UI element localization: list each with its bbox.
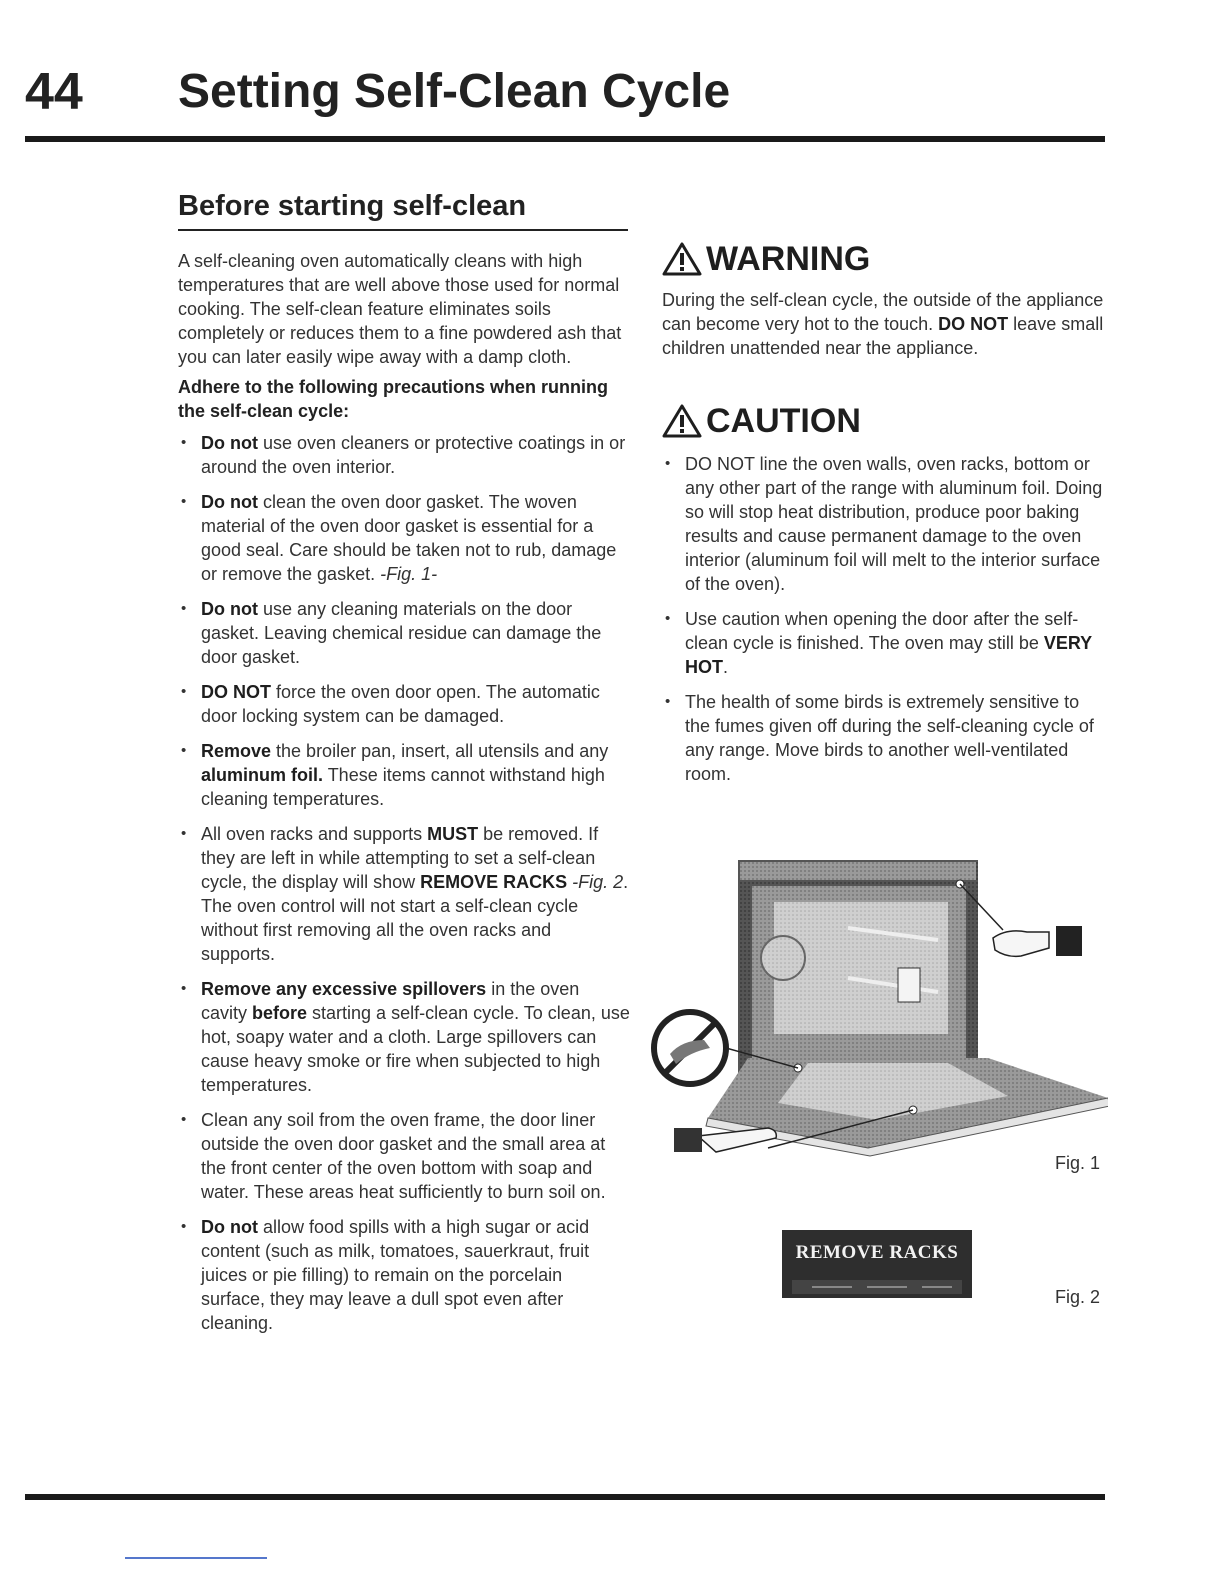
warning-block [662,238,1107,360]
display-text: REMOVE RACKS [795,1242,959,1263]
list-item: • Do not clean the oven door gasket. The woven material of the oven door gasket is essential for a good seal. Care should be taken not to rub, damage or remove the gasket. -Fig. 1- [178,490,630,586]
caution-list [662,452,1107,786]
list-item: • Remove any excessive spillovers in the oven cavity before starting a self-clean cycle. To clean, use hot, soapy water and a cloth. Large spillovers can cause heavy smoke or fire when subjected to high temperatures. [178,977,630,1097]
list-item: • Use caution when opening the door after the self-clean cycle is finished. The oven may still be VERY HOT. [662,607,1107,679]
remove-racks-display [782,1230,972,1298]
list-item: • Remove the broiler pan, insert, all utensils and any aluminum foil. These items cannot withstand high cleaning temperatures. [178,739,630,811]
page-header [0,62,1224,122]
oven-door-gasket-illustration [648,858,1108,1158]
list-item: • Clean any soil from the oven frame, the door liner outside the oven door gasket and the small area at the front center of the oven bottom with soap and water. These areas heat sufficiently to burn soil on. [178,1108,630,1204]
bottom-divider [25,1494,1105,1500]
precaution-heading: Adhere to the following precautions when running the self-clean cycle: [178,377,608,421]
caution-label: CAUTION [706,401,861,440]
list-item: • Do not use oven cleaners or protective coatings in or around the oven interior. [178,431,630,479]
top-divider [25,136,1105,142]
section-heading: Before starting self-clean [178,190,628,231]
precaution-list [178,431,630,1335]
intro-paragraph: A self-cleaning oven automatically cleans with high temperatures that are well above those used for normal cooking. The self-clean feature eliminates soils completely or reduces them to a fine powdered ash that you can later easily wipe away with a damp cloth. [178,251,622,367]
warning-label: WARNING [706,239,871,278]
caution-block [662,400,1107,786]
footer-line [125,1557,267,1559]
page-title: Setting Self-Clean Cycle [178,65,731,118]
warning-text: During the self-clean cycle, the outside of the appliance can become very hot to the touch. DO NOT leave small children unattended near the appliance. [662,290,1104,358]
page-number: 44 [25,63,83,121]
figure-reference: -Fig. 1- [380,564,438,584]
list-item: • Do not allow food spills with a high sugar or acid content (such as milk, tomatoes, sauerkraut, fruit juices or pie filling) to remain on the porcelain surface, they may leave a dull spot even after cleaning. [178,1215,630,1335]
caution-triangle-icon [662,403,702,439]
figure-2-label: Fig. 2 [1055,1287,1101,1307]
figure-1-label: Fig. 1 [1055,1153,1101,1173]
before-self-clean-section [178,190,630,1346]
list-item: • All oven racks and supports MUST be removed. If they are left in while attempting to set a self-clean cycle, the display will show REMOVE RACKS -Fig. 2. The oven control will not start a self-clean cycle without first removing all the oven racks and supports. [178,822,630,966]
figure-reference: -Fig. 2 [567,872,624,892]
safety-column [662,238,1107,797]
caution-heading [662,400,1107,442]
warning-triangle-icon [662,241,702,277]
list-item: • The health of some birds is extremely sensitive to the fumes given off during the self-cleaning cycle of any range. Move birds to another well-ventilated room. [662,690,1107,786]
list-item: • Do not use any cleaning materials on the door gasket. Leaving chemical residue can damage the door gasket. [178,597,630,669]
display-segment-icon [782,1230,972,1298]
list-item: • DO NOT line the oven walls, oven racks, bottom or any other part of the range with aluminum foil. Doing so will stop heat distribution, produce poor baking results and cause permanent damage to the oven interior (aluminum foil will melt to the interior surface of the oven). [662,452,1107,596]
list-item: • DO NOT force the oven door open. The automatic door locking system can be damaged. [178,680,630,728]
warning-heading [662,238,1107,280]
